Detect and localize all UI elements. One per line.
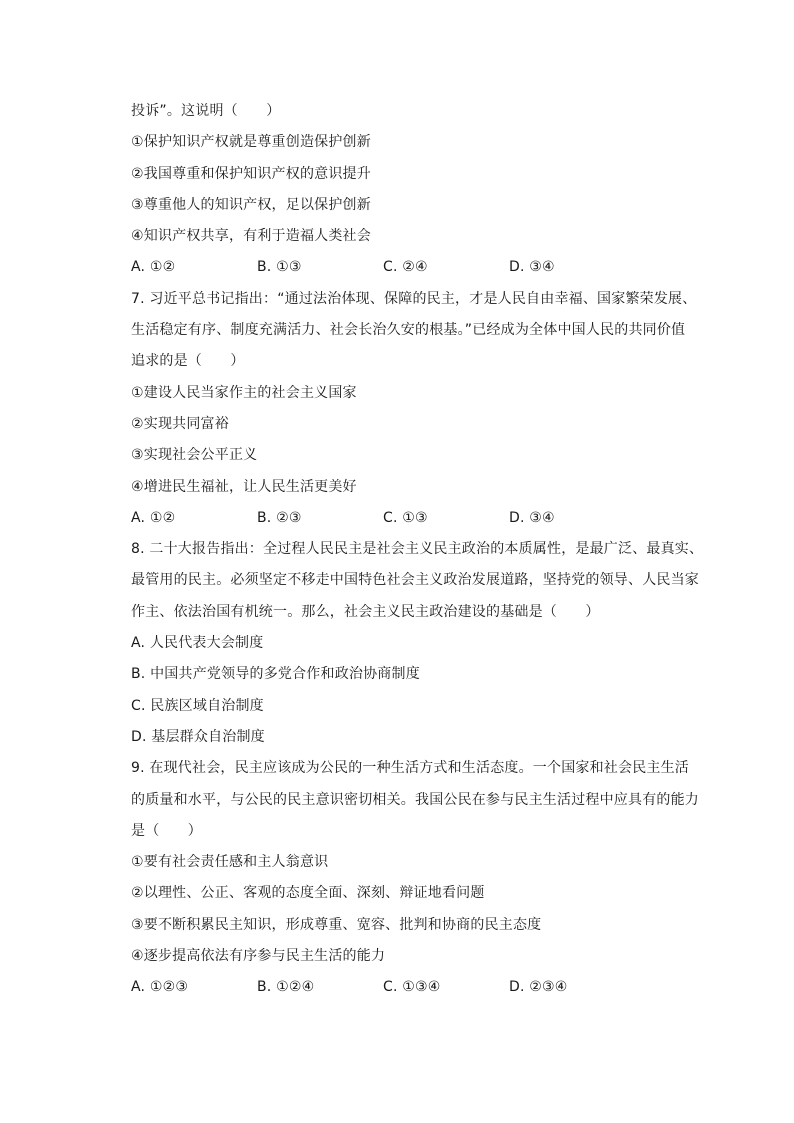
choice-b[interactable]: B. ①②④ [257,979,315,996]
question-9-stem-line-2: 的质量和水平，与公民的民主意识密切相关。我国公民在参与民主生活过程中应具有的能力 [131,791,699,808]
choice-a[interactable]: A. ①②③ [131,979,189,996]
choice-d[interactable]: D. ③④ [509,509,555,526]
choice-d[interactable]: D. 基层群众自治制度 [131,728,265,745]
choice-c[interactable]: C. ②④ [383,259,428,276]
question-7-stem-line-2: 生活稳定有序、制度充满活力、社会长治久安的根基。”已经成为全体中国人民的共同价值 [131,322,686,339]
statement-1: ①保护知识产权就是尊重创造保护创新 [131,134,371,151]
statement-3: ③要不断积累民主知识，形成尊重、宽容、批判和协商的民主态度 [131,916,542,933]
question-9-stem-line-3: 是（ ） [131,822,202,839]
question-content [131,96,704,1004]
choice-c[interactable]: C. 民族区域自治制度 [131,697,264,714]
statement-3: ③实现社会公平正义 [131,447,258,464]
question-7-choices [131,503,701,534]
statement-2: ②以理性、公正、客观的态度全面、深刻、辩证地看问题 [131,885,485,902]
statement-2: ②实现共同富裕 [131,415,229,432]
statement-1: ①要有社会责任感和主人翁意识 [131,854,329,871]
question-8-stem-line-3: 作主、依法治国有机统一。那么，社会主义民主政治建设的基础是（ ） [131,603,600,620]
choice-b[interactable]: B. ①③ [257,259,302,276]
choice-a[interactable]: A. 人民代表大会制度 [131,635,264,652]
statement-1: ①建设人民当家作主的社会主义国家 [131,384,357,401]
choice-d[interactable]: D. ③④ [509,259,555,276]
question-7-stem-line-1: 7. 习近平总书记指出：“通过法治体现、保障的民主，才是人民自由幸福、国家繁荣发展、 [131,290,697,307]
question-8-stem-line-2: 最管用的民主。必须坚定不移走中国特色社会主义政治发展道路，坚持党的领导、人民当家 [131,572,699,589]
choice-c[interactable]: C. ①③ [383,509,428,526]
question-7-stem-line-3: 追求的是（ ） [131,353,245,370]
statement-4: ④知识产权共享，有利于造福人类社会 [131,228,371,245]
question-6-choices [131,252,701,283]
question-9-choices [131,972,701,1003]
choice-b[interactable]: B. 中国共产党领导的多党合作和政治协商制度 [131,666,420,683]
choice-b[interactable]: B. ②③ [257,509,302,526]
statement-3: ③尊重他人的知识产权，足以保护创新 [131,196,371,213]
choice-d[interactable]: D. ②③④ [509,979,568,996]
statement-2: ②我国尊重和保护知识产权的意识提升 [131,165,371,182]
statement-4: ④增进民生福祉，让人民生活更美好 [131,478,357,495]
question-8-stem-line-1: 8. 二十大报告指出：全过程人民民主是社会主义民主政治的本质属性，是最广泛、最真实、 [131,541,704,558]
choice-c[interactable]: C. ①③④ [383,979,441,996]
choice-a[interactable]: A. ①② [131,509,176,526]
choice-a[interactable]: A. ①② [131,259,176,276]
question-9-stem-line-1: 9. 在现代社会，民主应该成为公民的一种生活方式和生活态度。一个国家和社会民主生活 [131,760,690,777]
question-6-stem: 投诉”。这说明（ ） [131,103,281,119]
statement-4: ④逐步提高依法有序参与民主生活的能力 [131,948,386,965]
